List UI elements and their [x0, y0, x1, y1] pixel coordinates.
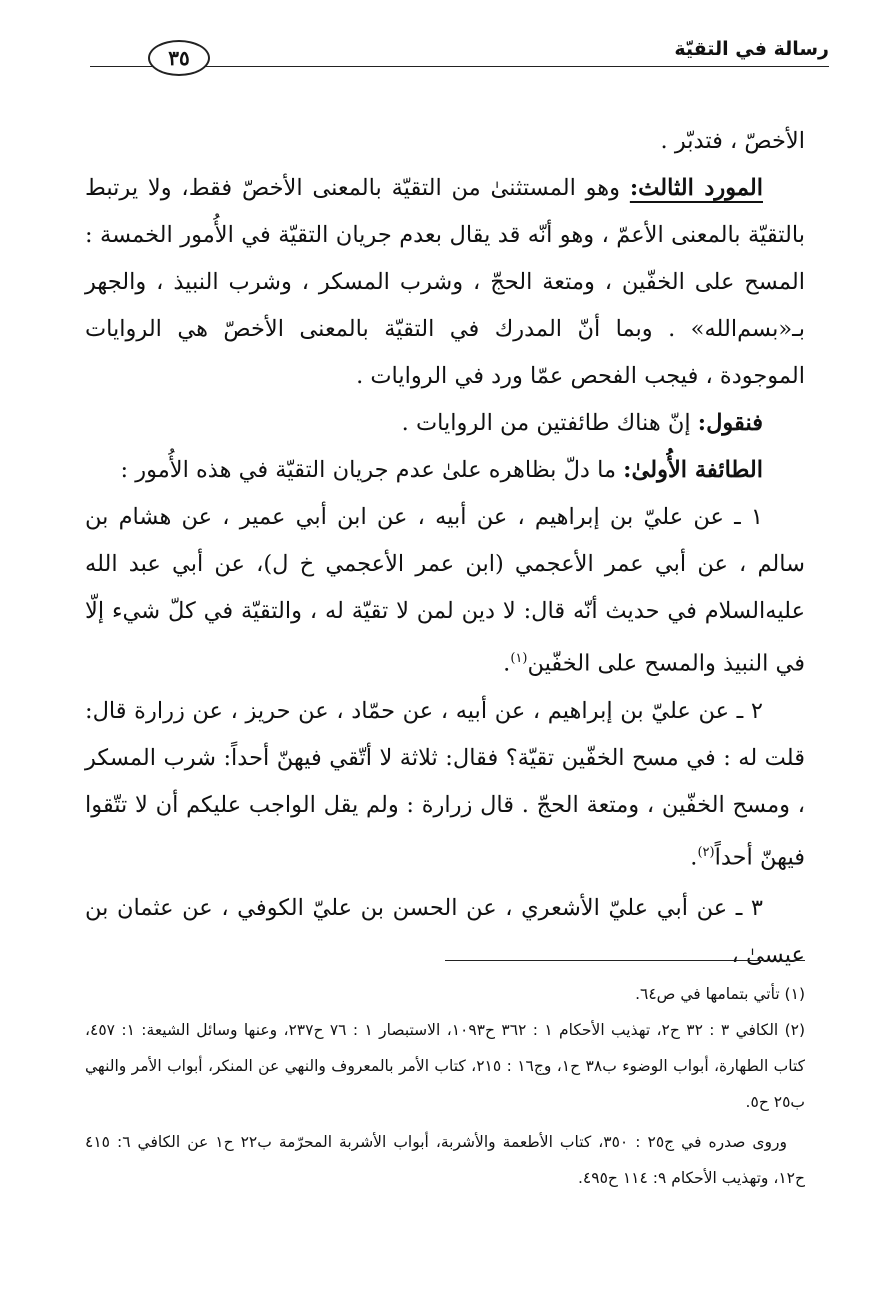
narration-3: ٣ ـ عن أبي عليّ الأشعري ، عن الحسن بن عليّ الكوفي ، عن عثمان بن عيسىٰ ، [85, 895, 805, 968]
running-title: رسالة في التقيّة [674, 38, 829, 60]
footnote-ref-1: (١) [510, 651, 528, 666]
paragraph-4-lead: الطائفة الأُولىٰ: [623, 457, 763, 483]
narration-2-text: ٢ ـ عن عليّ بن إبراهيم ، عن أبيه ، عن حمّاد ، عن حريز ، عن زرارة قال: قلت له : في مسح الخفّين تقيّة؟ فقال: ثلاثة لا أتّقي فيهنّ أحداً: شرب المسكر ، ومسح الخفّين ، ومتعة الحجّ . قال زرارة : ولم يقل الواجب عليكم أن لا تتّقوا فيهنّ أحداً [85, 697, 805, 870]
footnotes [85, 976, 805, 1196]
paragraph-1: الأخصّ ، فتدبّر . [660, 128, 805, 154]
footnote-2-continuation: وروى صدره في ج٢٥ : ٣٥٠، كتاب الأطعمة والأشربة، أبواب الأشربة المحرّمة ب٢٢ ح١ عن الكافي ٦: ٤١٥ ح١٢، وتهذيب الأحكام ٩: ١١٤ ح٤٩٥. [85, 1133, 805, 1187]
narration-1-end: . [503, 650, 511, 677]
paragraph-2 [85, 165, 805, 400]
narration-2 [85, 688, 805, 882]
footnote-2: (٢) الكافي ٣ : ٣٢ ح٢، تهذيب الأحكام ١ : ٣٦٢ ح١٠٩٣، الاستبصار ١ : ٧٦ ح٢٣٧، وعنها وسائل الشيعة: ١: ٤٥٧، كتاب الطهارة، أبواب الوضوء ب٣٨ ح١، وج١٦ : ٢١٥، كتاب الأمر بالمعروف والنهي عن المنكر، أبواب الأمر والنهي ب٢٥ ح٥. [85, 1021, 806, 1111]
footnote-rule [445, 960, 805, 961]
narration-1-text: ١ ـ عن عليّ بن إبراهيم ، عن أبيه ، عن ابن أبي عمير ، عن هشام بن سالم ، عن أبي عمر الأعجمي (ابن عمر الأعجمي خ ل)، عن أبي عبد الله عليه‌السلام في حديث أنّه قال: لا دين لمن لا تقيّة له ، والتقيّة في كلّ شيء إلّا في النبيذ والمسح على الخفّين [85, 504, 805, 677]
footnote-1: (١) تأتي بتمامها في ص٦٤. [635, 985, 805, 1003]
paragraph-2-text: وهو المستثنىٰ من التقيّة بالمعنى الأخصّ فقط، ولا يرتبط بالتقيّة بالمعنى الأعمّ ، وهو أنّه قد يقال بعدم جريان التقيّة في الأُمور الخمسة : المسح على الخفّين ، ومتعة الحجّ ، وشرب المسكر ، وشرب النبيذ ، والجهر بـ«بسم‌الله» . وبما أنّ المدرك في التقيّة بالمعنى الأخصّ هي الروايات الموجودة ، فيجب الفحص عمّا ورد في الروايات . [85, 175, 805, 389]
page-number: ٣٥ [148, 40, 210, 76]
narration-1 [85, 494, 805, 688]
paragraph-3-text: إنّ هناك طائفتين من الروايات . [401, 410, 698, 436]
main-text [85, 118, 805, 979]
paragraph-3 [85, 400, 805, 447]
paragraph-4 [85, 447, 805, 494]
section-heading: المورد الثالث: [629, 175, 763, 201]
footnote-ref-2: (٢) [697, 844, 715, 860]
paragraph-3-lead: فنقول: [697, 410, 763, 436]
paragraph-4-text: ما دلّ بظاهره علىٰ عدم جريان التقيّة في هذه الأُمور : [120, 457, 624, 483]
narration-2-end: . [690, 844, 698, 870]
